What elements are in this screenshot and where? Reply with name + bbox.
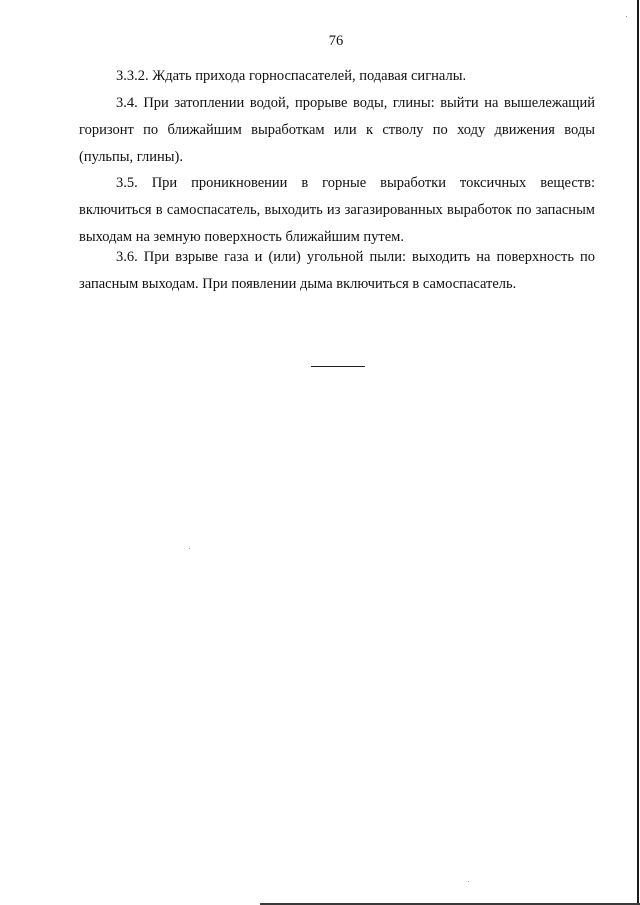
end-of-text-rule [311,366,365,367]
paragraph-3-6: 3.6. При взрыве газа и (или) угольной пыли: выходить на поверхность по запасным выходам. При появлении дыма включиться в самоспасатель. [79,249,595,292]
scan-edge-right [637,0,639,905]
paragraph-3-3-2: 3.3.2. Ждать прихода горноспасателей, подавая сигналы. [116,68,467,84]
scan-speck [189,548,190,549]
paragraph-3-4: 3.4. При затоплении водой, прорыве воды, глины: выйти на вышележащий горизонт по ближайшим выработкам или к стволу по ходу движения воды (пульпы, глины). [79,95,595,165]
scan-speck [468,881,469,882]
page-number: 76 [328,33,344,49]
scan-speck [626,16,627,17]
paragraph-3-5: 3.5. При проникновении в горные выработки токсичных веществ: включиться в самоспасатель, выходить из загазированных выработок по запасным выходам на земную поверхность ближайшим путем. [79,175,595,245]
